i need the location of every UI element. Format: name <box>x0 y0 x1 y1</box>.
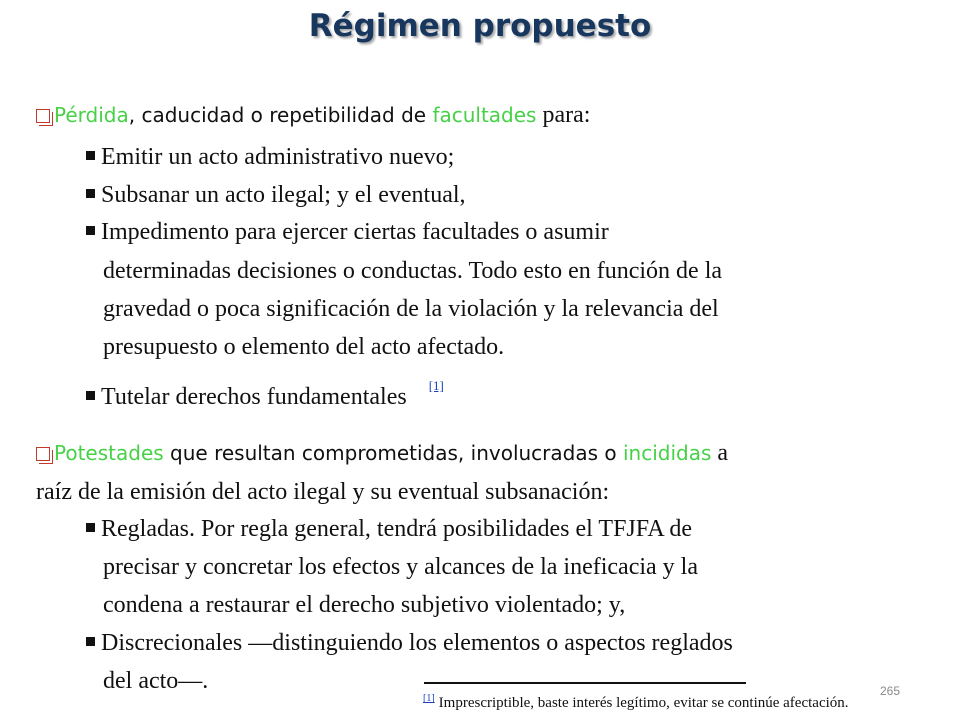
list-item <box>86 510 692 548</box>
section2-heading <box>36 435 728 471</box>
list-item <box>86 213 609 251</box>
list-item <box>86 367 444 416</box>
square-bullet-icon <box>86 637 95 646</box>
section2-heading-text1: que resultan comprometidas, involucradas o <box>163 441 623 465</box>
section1-accent-facultades: facultades <box>432 103 537 127</box>
section1-heading <box>36 97 590 133</box>
bullet-continuation: precisar y concretar los efectos y alcances de la ineficacia y la <box>103 554 698 580</box>
footnote <box>423 693 849 712</box>
section1-heading-text2: para: <box>536 102 591 128</box>
footnote-reference-link[interactable]: [1] <box>428 378 444 393</box>
page-number: 265 <box>880 684 901 698</box>
square-bullet-icon <box>86 189 95 198</box>
bullet-continuation: determinadas decisiones o conductas. Todo esto en función de la <box>103 258 723 284</box>
section2-accent-incididas: incididas <box>622 441 712 465</box>
bullet-text: Tutelar derechos fundamentales <box>101 384 407 410</box>
checkbox-icon <box>36 109 50 123</box>
list-item <box>86 176 466 214</box>
bullet-continuation: gravedad o poca significación de la violación y la relevancia del <box>103 296 719 322</box>
section2-accent-potestades: Potestades <box>54 441 164 465</box>
bullet-continuation: del acto—. <box>103 668 209 694</box>
square-bullet-icon <box>86 151 95 160</box>
bullet-text: Impedimento para ejercer ciertas facultades o asumir <box>101 219 609 245</box>
bullet-text: Subsanar un acto ilegal; y el eventual, <box>101 182 466 208</box>
square-bullet-icon <box>86 523 95 532</box>
bullet-text: Emitir un acto administrativo nuevo; <box>101 144 455 170</box>
list-item <box>86 624 733 662</box>
footnote-mark-link[interactable]: [1] <box>423 693 435 704</box>
list-item <box>86 138 454 176</box>
bullet-continuation: presupuesto o elemento del acto afectado. <box>103 334 505 360</box>
bullet-text: Discrecionales —distinguiendo los elementos o aspectos reglados <box>101 630 733 656</box>
square-bullet-icon <box>86 391 95 400</box>
checkbox-icon <box>36 447 50 461</box>
bullet-continuation: condena a restaurar el derecho subjetivo violentado; y, <box>103 592 626 618</box>
footnote-divider <box>424 682 746 684</box>
square-bullet-icon <box>86 226 95 235</box>
section2-heading-text2: a <box>711 440 729 466</box>
section1-heading-text1: , caducidad o repetibilidad de <box>128 103 433 127</box>
section1-accent-perdida: Pérdida <box>54 103 129 127</box>
section2-heading-line2: raíz de la emisión del acto ilegal y su eventual subsanación: <box>36 479 610 505</box>
bullet-text: Regladas. Por regla general, tendrá posibilidades el TFJFA de <box>101 516 692 542</box>
slide-title: Régimen propuesto <box>308 8 652 44</box>
footnote-text: Imprescriptible, baste interés legítimo, evitar se continúe afectación. <box>438 695 849 711</box>
